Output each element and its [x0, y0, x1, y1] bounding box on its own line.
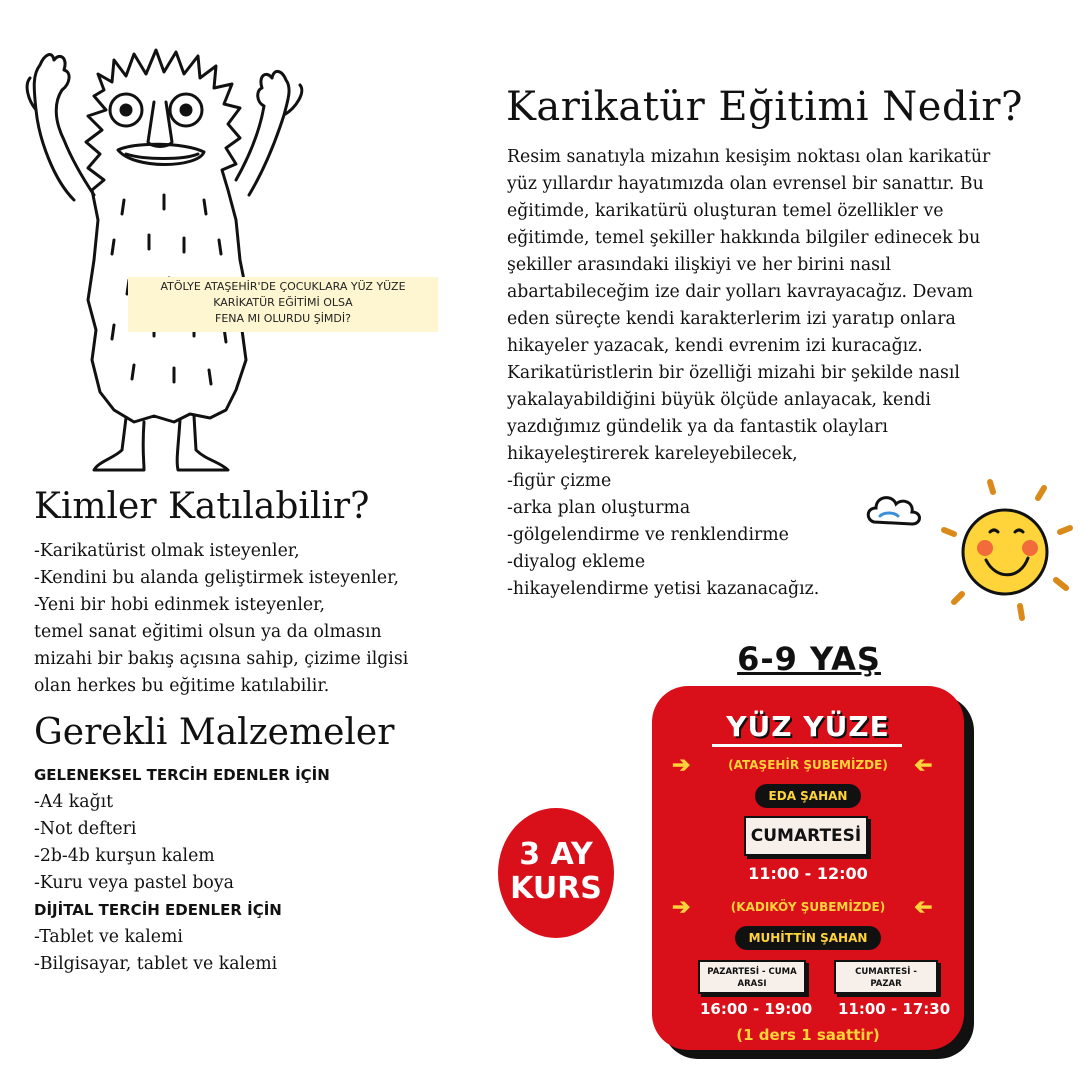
- duration-line: KURS: [510, 871, 602, 906]
- intro-list-item: -gölgelendirme ve renklendirme: [507, 525, 789, 545]
- teacher-badge: EDA ŞAHAN: [755, 784, 862, 808]
- age-heading: 6-9 YAŞ: [737, 640, 881, 678]
- speech-note: [128, 277, 438, 332]
- intro-list-item: -diyalog ekleme: [507, 552, 646, 572]
- who-line: olan herkes bu eğitime katılabilir.: [34, 676, 330, 696]
- arrow-left-icon: ➔: [913, 752, 932, 778]
- mode-underline: [712, 744, 902, 747]
- note-line: FENA MI OLURDU ŞİMDİ?: [215, 312, 351, 325]
- intro-line: yakalayabildiğini büyük ölçüde anlayacak, kendi: [507, 390, 931, 410]
- weekend-label: CUMARTESİ -: [855, 967, 917, 977]
- who-line: temel sanat eğitimi olsun ya da olmasın: [34, 622, 382, 642]
- weekend-label: PAZAR: [870, 979, 902, 989]
- intro-line: hikayeler yazacak, kendi evrenim izi kuracağız.: [507, 336, 923, 356]
- who-line: -Yeni bir hobi edinmek isteyenler,: [34, 595, 326, 615]
- intro-list-item: -arka plan oluşturma: [507, 498, 691, 518]
- mode-label: YÜZ YÜZE: [726, 710, 890, 743]
- who-line: -Karikatürist olmak isteyenler,: [34, 541, 300, 561]
- note-line: ATÖLYE ATAŞEHİR'DE ÇOCUKLARA YÜZ YÜZE: [160, 280, 406, 293]
- material-item: -Bilgisayar, tablet ve kalemi: [34, 954, 278, 974]
- schedule-card: [652, 686, 964, 1050]
- intro-list-item: -figür çizme: [507, 471, 612, 491]
- arrow-left-icon: ➔: [913, 894, 932, 920]
- arrow-right-icon: ➔: [672, 894, 691, 920]
- weekday-time: 16:00 - 19:00: [700, 1000, 813, 1018]
- intro-line: Karikatüristlerin bir özelliği mizahi bir şekilde nasıl: [507, 363, 960, 383]
- intro-line: Resim sanatıyla mizahın kesişim noktası olan karikatür: [507, 147, 991, 167]
- intro-line: hikayeleştirerek kareleyebilecek,: [507, 444, 798, 464]
- intro-line: eğitimde, temel şekiller hakkında bilgiler edinecek bu: [507, 228, 981, 248]
- sun-icon: [860, 470, 1075, 640]
- branch1-time: 11:00 - 12:00: [748, 864, 868, 883]
- materials-title: Gerekli Malzemeler: [34, 712, 395, 753]
- teacher-badge: MUHİTTİN ŞAHAN: [735, 926, 882, 950]
- page-title: Karikatür Eğitimi Nedir?: [506, 84, 1023, 130]
- traditional-heading: GELENEKSEL TERCİH EDENLER İÇİN: [34, 766, 330, 784]
- intro-line: eden süreçte kendi karakterlerim izi yaratıp onlara: [507, 309, 956, 329]
- arrow-right-icon: ➔: [672, 752, 691, 778]
- weekday-label: PAZARTESİ - CUMA: [707, 967, 797, 977]
- weekend-time: 11:00 - 17:30: [838, 1000, 951, 1018]
- note-line: KARİKATÜR EĞİTİMİ OLSA: [213, 296, 353, 309]
- material-item: -2b-4b kurşun kalem: [34, 846, 215, 866]
- intro-line: şekiller arasındaki ilişkiyi ve her birini nasıl: [507, 255, 892, 275]
- weekend-box: [834, 960, 938, 994]
- materials-list: [34, 762, 474, 978]
- who-title: Kimler Katılabilir?: [34, 486, 370, 527]
- monster-illustration: [14, 30, 314, 480]
- duration-line: 3 AY: [519, 837, 593, 872]
- material-item: -Tablet ve kalemi: [34, 927, 183, 947]
- branch1-name: (ATAŞEHİR ŞUBEMİZDE): [728, 758, 888, 772]
- material-item: -Not defteri: [34, 819, 137, 839]
- intro-line: yazdığımız gündelik ya da fantastik olayları: [507, 417, 888, 437]
- material-item: -Kuru veya pastel boya: [34, 873, 234, 893]
- weekday-label: ARASI: [737, 979, 767, 989]
- who-line: mizahi bir bakış açısına sahip, çizime ilgisi: [34, 649, 409, 669]
- material-item: -A4 kağıt: [34, 792, 114, 812]
- intro-line: abartabileceğim ize dair yolları kavrayacağız. Devam: [507, 282, 974, 302]
- lesson-note: (1 ders 1 saattir): [736, 1026, 880, 1044]
- intro-line: yüz yıllardır hayatımızda olan evrensel bir sanattır. Bu: [507, 174, 984, 194]
- branch2-name: (KADIKÖY ŞUBEMİZDE): [730, 900, 886, 914]
- intro-list-item: -hikayelendirme yetisi kazanacağız.: [507, 579, 820, 599]
- who-line: -Kendini bu alanda geliştirmek isteyenler,: [34, 568, 400, 588]
- day-box: CUMARTESİ: [744, 816, 868, 856]
- weekday-box: [698, 960, 806, 994]
- digital-heading: DİJİTAL TERCİH EDENLER İÇİN: [34, 901, 282, 919]
- intro-line: eğitimde, karikatürü oluşturan temel özellikler ve: [507, 201, 944, 221]
- who-text: [34, 538, 474, 700]
- duration-badge: [498, 808, 614, 938]
